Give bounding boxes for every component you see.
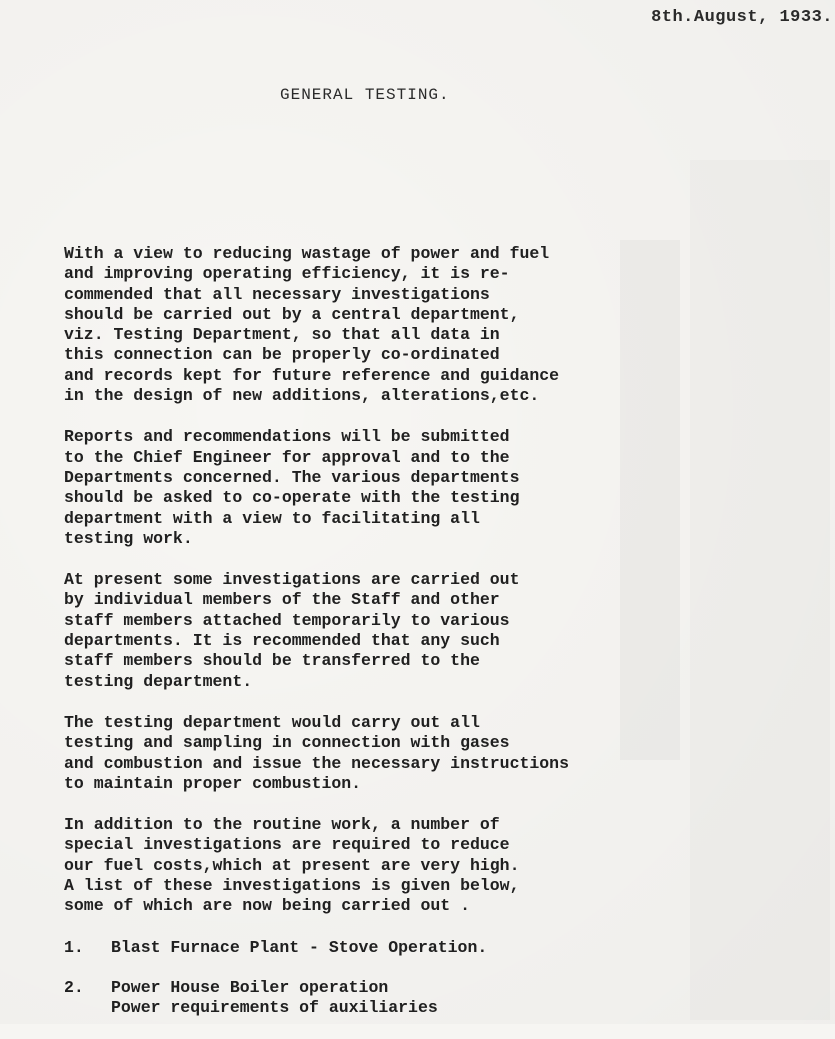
bleed-through-shading bbox=[690, 160, 830, 1020]
paragraph: Reports and recommendations will be submitted to the Chief Engineer for approval and to the Departments concerned. The various departments should be asked to co-operate with the testing department with a view to facilitating all testing work. bbox=[64, 427, 520, 548]
list-item bbox=[64, 938, 704, 958]
list-item bbox=[64, 978, 704, 1019]
list-item-text: Blast Furnace Plant - Stove Operation. bbox=[111, 937, 488, 957]
paragraph: At present some investigations are carried out by individual members of the Staff and other staff members attached temporarily to various departments. It is recommended that any such staff members should be transferred to the testing department. bbox=[64, 570, 520, 691]
paragraph: With a view to reducing wastage of power and fuel and improving operating efficiency, it is re- commended that all necessary investigations should be carried out by a central department, viz. Testing Department, so that all data in this connection can be properly co-ordinated and records kept for future reference and guidance in the design of new additions, alterations,etc. bbox=[64, 244, 560, 406]
document-title: GENERAL TESTING. bbox=[280, 86, 450, 104]
list-item-text: Power House Boiler operation Power requirements of auxiliaries bbox=[111, 977, 438, 1018]
document-body bbox=[64, 244, 704, 1039]
list-item-number: 2. bbox=[64, 977, 84, 997]
investigation-list bbox=[64, 938, 704, 1019]
list-item-number: 1. bbox=[64, 937, 84, 957]
paragraph: In addition to the routine work, a number of special investigations are required to reduce our fuel costs,which at present are very high. A list of these investigations is given below, some of which are now being carried out . bbox=[64, 815, 520, 916]
paragraph: The testing department would carry out all testing and sampling in connection with gases and combustion and issue the necessary instructions to maintain proper combustion. bbox=[64, 712, 569, 793]
document-date: 8th.August, 1933. bbox=[651, 8, 833, 27]
